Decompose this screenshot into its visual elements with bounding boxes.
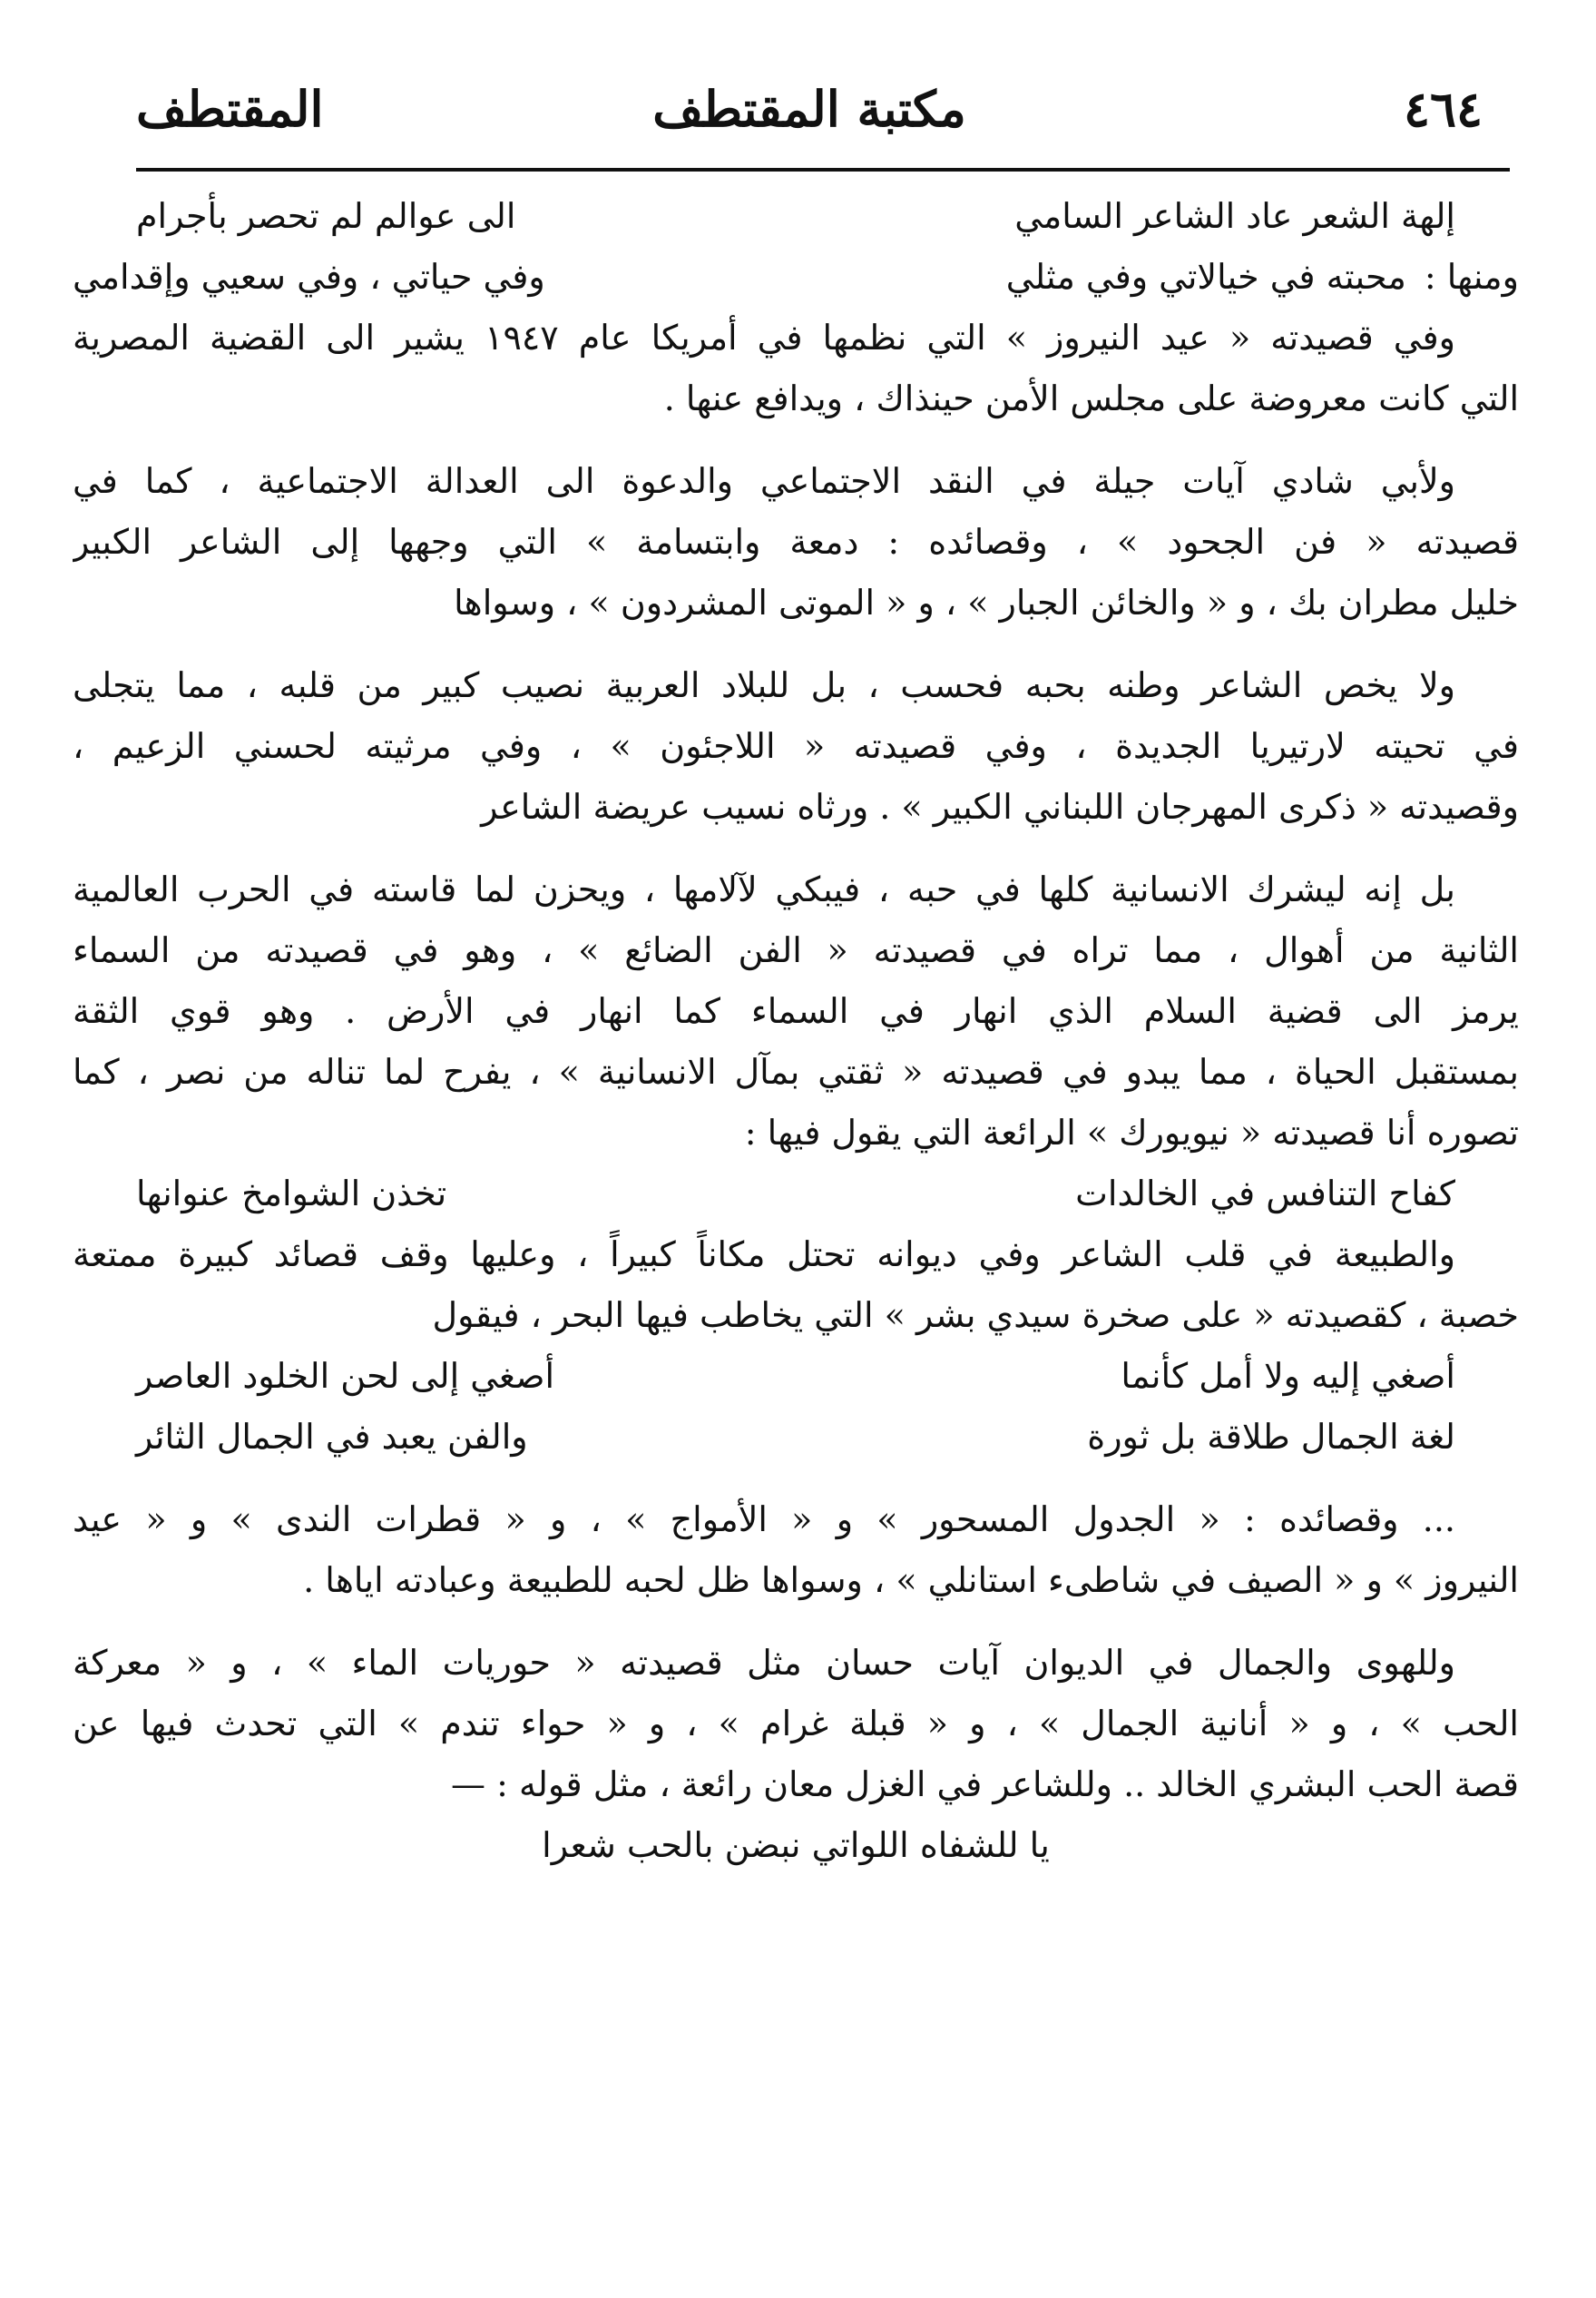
section-title: مكتبة المقتطف xyxy=(652,80,966,138)
page-number: ٤٦٤ xyxy=(1403,80,1483,138)
paragraph-line: ... وقصائده : « الجدول المسحور » و « الأمواج » ، و « قطرات الندى » و « عيد xyxy=(73,1499,1455,1539)
paragraph-line: بمستقبل الحياة ، مما يبدو في قصيدته « ثقتي بمآل الانسانية » ، يفرح لما تناله من نصر ، كما xyxy=(73,1052,1519,1092)
paragraph-line: ولأبي شادي آيات جيلة في النقد الاجتماعي والدعوة الى العدالة الاجتماعية ، كما في xyxy=(73,461,1455,501)
verse-hemistich-first-text: محبته في خيالاتي وفي مثلي xyxy=(1005,257,1406,297)
paragraph-line: وفي قصيدته « عيد النيروز » التي نظمها في أمريكا عام ١٩٤٧ يشير الى القضية المصرية xyxy=(73,318,1455,358)
paragraph-line: التي كانت معروضة على مجلس الأمن حينذاك ، ويدافع عنها . xyxy=(663,378,1519,418)
verse-hemistich-second: والفن يعبد في الجمال الثائر xyxy=(136,1417,528,1457)
verse-line xyxy=(73,247,1519,308)
verse-hemistich-second: الى عوالم لم تحصر بأجرام xyxy=(136,196,516,236)
journal-title: المقتطف xyxy=(136,80,324,138)
verse-hemistich-first: كفاح التنافس في الخالدات xyxy=(1075,1174,1455,1213)
paragraph-line: خصبة ، كقصيدته « على صخرة سيدي بشر » التي يخاطب فيها البحر ، فيقول xyxy=(432,1295,1519,1335)
paragraph-line: وقصيدته « ذكرى المهرجان اللبناني الكبير » . ورثاه نسيب عريضة الشاعر xyxy=(481,787,1519,827)
header-divider xyxy=(136,168,1510,172)
paragraph-line: قصيدته « فن الجحود » ، وقصائده : دمعة وابتسامة » التي وجهها إلى الشاعر الكبير xyxy=(73,522,1519,562)
paragraph-line: بل إنه ليشرك الانسانية كلها في حبه ، فيبكي لآلامها ، ويحزن لما قاسته في الحرب العالمية xyxy=(73,869,1455,909)
running-header xyxy=(136,68,1483,150)
paragraph-line: النيروز » و « الصيف في شاطىء استانلي » ، وسواها ظل لحبه للطبيعة وعبادته اياها . xyxy=(303,1560,1519,1600)
verse-hemistich-second: تخذن الشوامخ عنوانها xyxy=(136,1174,447,1213)
verse-hemistich-first: لغة الجمال طلاقة بل ثورة xyxy=(1087,1417,1455,1457)
article-body xyxy=(73,186,1519,1876)
paragraph-line: وللهوى والجمال في الديوان آيات حسان مثل قصيدته « حوريات الماء » ، و « معركة xyxy=(73,1643,1455,1683)
paragraph-line: قصة الحب البشري الخالد .. وللشاعر في الغزل معان رائعة ، مثل قوله : — xyxy=(451,1764,1519,1804)
verse-hemistich-second: أصغي إلى لحن الخلود العاصر xyxy=(136,1356,555,1396)
verse-hemistich-first: إلهة الشعر عاد الشاعر السامي xyxy=(1014,196,1455,236)
verse-lead-in: ومنها : xyxy=(1424,257,1519,297)
paragraph-line: الثانية من أهوال ، مما تراه في قصيدته « الفن الضائع » ، وهو في قصيدته من السماء xyxy=(73,930,1519,970)
paragraph-line: في تحيته لارتيريا الجديدة ، وفي قصيدته « اللاجئون » ، وفي مرثيته لحسني الزعيم ، xyxy=(73,726,1519,766)
verse-line xyxy=(73,1346,1519,1407)
verse-hemistich-second: وفي حياتي ، وفي سعيي وإقدامي xyxy=(73,257,545,297)
verse-line xyxy=(73,186,1519,247)
paragraph-line: يرمز الى قضية السلام الذي انهار في السماء كما انهار في الأرض . وهو قوي الثقة xyxy=(73,991,1519,1031)
verse-line xyxy=(73,1164,1519,1224)
verse-hemistich-first xyxy=(1006,247,1519,308)
paragraph-line: خليل مطران بك ، و « والخائن الجبار » ، و « الموتى المشردون » ، وسواها xyxy=(454,583,1519,623)
verse-line xyxy=(73,1407,1519,1468)
verse-hemistich-first: أصغي إليه ولا أمل كأنما xyxy=(1121,1356,1455,1396)
paragraph-line: تصوره أنا قصيدته « نيويورك » الرائعة التي يقول فيها : xyxy=(744,1113,1519,1153)
paragraph-line: والطبيعة في قلب الشاعر وفي ديوانه تحتل مكاناً كبيراً ، وعليها وقف قصائد كبيرة ممتعة xyxy=(73,1234,1455,1274)
paragraph-line: ولا يخص الشاعر وطنه بحبه فحسب ، بل للبلاد العربية نصيب كبير من قلبه ، مما يتجلى xyxy=(73,665,1455,705)
paragraph-line: الحب » ، و « أنانية الجمال » ، و « قبلة غرام » ، و « حواء تندم » التي تحدث فيها عن xyxy=(73,1704,1519,1743)
verse-line: يا للشفاه اللواتي نبضن بالحب شعرا xyxy=(542,1825,1050,1865)
